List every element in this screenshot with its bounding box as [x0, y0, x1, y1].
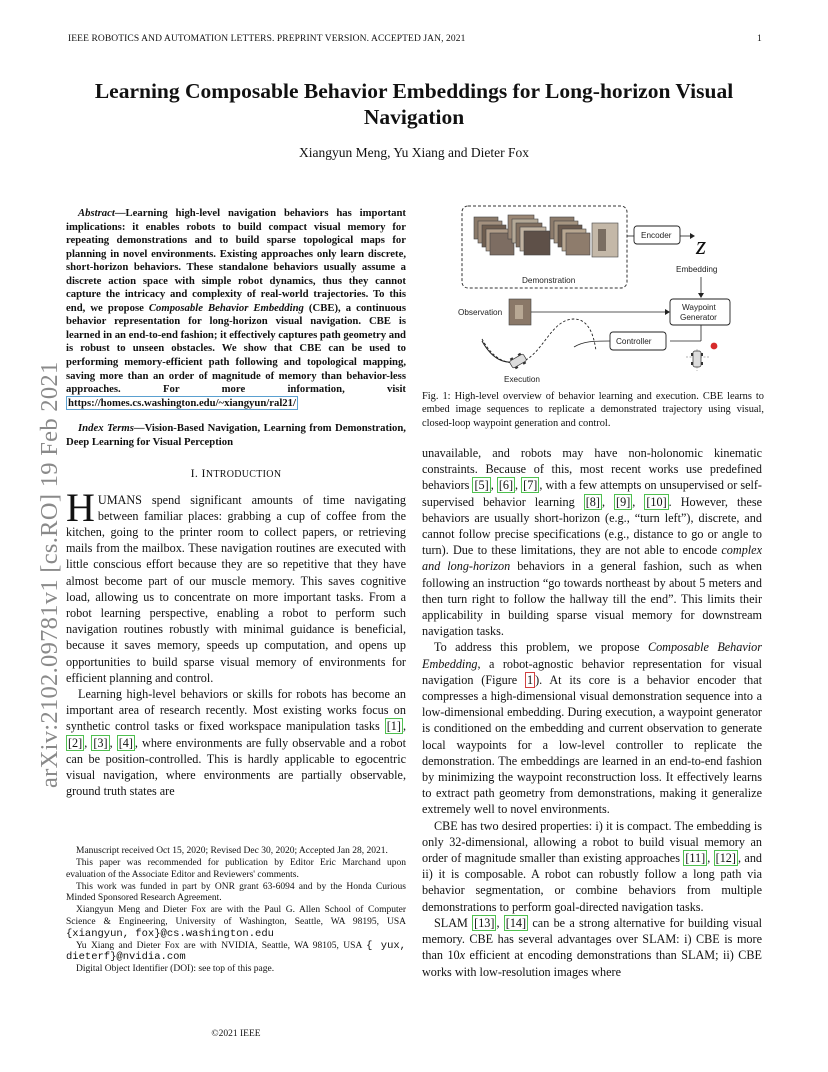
- intro-paragraph-2-text-b: , where environments are fully observable and a robot can be position-controlled. This is hardly applicable to egocentric visual navigation, where environments are partially observable, ground truth states are: [66, 735, 407, 799]
- right-paragraph-4-emphasis: x: [459, 948, 466, 963]
- page-number: 1: [757, 34, 762, 44]
- right-paragraph-3-text-a: CBE has two desired properties: i) it is compact. The embedding is only 32-dimensional, allowing a robot to build visual memory an order of magnitude smaller than existing approaches: [422, 818, 762, 866]
- section-heading-introduction: [66, 465, 406, 483]
- section-initial: I: [201, 466, 206, 481]
- footnote-manuscript: Manuscript received Oct 15, 2020; Revised Dec 30, 2020; Accepted Jan 28, 2021.: [76, 846, 388, 856]
- running-head: IEEE ROBOTICS AND AUTOMATION LETTERS. PREPRINT VERSION. ACCEPTED JAN, 2021: [68, 34, 466, 44]
- controller-label: Controller: [616, 337, 652, 346]
- intro-paragraph-1-text: UMANS spend significant amounts of time navigating between familiar places: grabbing a cup of coffee from the kitchen, going to the printer room to collect papers, or retrieving mails from the mailbox. These navigation routines are executed with little conscious effort because they are so repetitive that they have almost become part of our muscle memory. This saves cognitive load, allowing us to concentrate on more important tasks. From a robot learning perspective, enabling a robot to perform such navigation routines robustly with minimal guidance is beneficial, because it saves memory, speeds up computation, and opens up opportunities to build sparse visual memory of environments for efficient planning and control.: [66, 492, 406, 685]
- right-paragraph-1-text-a: unavailable, and robots may have non-holonomic kinematic constraints. Because of this, most recent works use predefined behaviors: [422, 446, 762, 493]
- right-paragraph-4-text-c: efficient at encoding demonstrations than SLAM; ii) CBE works with low-resolution images where: [422, 948, 762, 979]
- citation-link[interactable]: [11]: [685, 851, 706, 866]
- abstract-text-1: —Learning high-level navigation behaviors has important implications: it enables robots to build compact visual memory for repeating demonstrations and to build sparse topological maps for planning in novel environments. Existing approaches only learn discrete, short-horizon behaviors. These standalone behaviors usually assume a discrete action space with simple robot dynamics, thus they cannot capture the intricacy and complexity of real-world trajectories. To this end, we propose: [66, 207, 406, 314]
- robot-car-icon: [691, 351, 703, 367]
- figure-1-diagram: [424, 201, 762, 391]
- right-paragraph-2-text-a: To address this problem, we propose: [434, 640, 648, 655]
- waypoint-generator-label-1: Waypoint: [682, 303, 716, 312]
- right-paragraph-1-text-b: , with a few attempts on unsupervised or self-supervised behavior learning: [422, 478, 762, 509]
- citation-link[interactable]: [9]: [616, 494, 631, 509]
- email-nvidia: { yux, dieterf}@nvidia.com: [66, 939, 406, 964]
- abstract-emphasis: Composable Behavior Embedding: [148, 301, 304, 314]
- paper-title: Learning Composable Behavior Embeddings for Long-horizon Visual Navigation: [94, 79, 734, 129]
- section-numeral: I.: [190, 466, 202, 481]
- right-paragraph-2-text-c: ). At its core is a behavior encoder that compresses a high-dimensional visual demonstration sequence into a low-dimensional embedding. During execution, a waypoint generator is conditioned on the embedding and current observation to generate local waypoints for a low-level controller to replicate the demonstration. The embeddings are learned in an end-to-end fashion by minimizing the waypoint reconstruction loss. It effectively learns to extract path geometry from demonstrations, making it generalize extremely well to novel environments.: [422, 672, 762, 817]
- right-paragraph-4-text-b: can be a strong alternative for building visual memory. CBE has several advantages over SLAM: i) CBE is more than 10: [422, 915, 762, 963]
- right-paragraph-3: CBE has two desired properties: i) it is compact. The embedding is only 32-dimensional, allowing a robot to build visual memory an order of magnitude smaller than existing approaches [11] , [12] , and ii) it is composable. A robot can robustly follow a long path via behavior segmentation, or combine behaviors from multiple demonstrations to perform goal-directed navigation tasks.: [422, 818, 763, 914]
- intro-paragraph-2: Learning high-level behaviors or skills for robots has become an important area of research recently. Most existing works focus on synthetic control tasks or fixed workspace manipulation tasks [1] , [2] , [3] , [4] , where environments are fully observable and a robot can be position-controlled. This is hardly applicable to egocentric visual navigation, where environments are partially observable, ground truth states are: [66, 686, 407, 799]
- demonstration-image-stack: [474, 215, 618, 257]
- encoder-label: Encoder: [641, 231, 672, 240]
- left-column: [66, 207, 406, 799]
- citation-link[interactable]: [3]: [93, 735, 108, 750]
- citation-link[interactable]: [4]: [118, 735, 133, 750]
- citation-link[interactable]: [2]: [68, 735, 83, 750]
- right-paragraph-3-text-b: , and ii) it is composable. A robot can robustly follow a long path via behavior segmentation, or combine behaviors from multiple demonstrations to perform goal-directed navigation tasks.: [422, 851, 763, 914]
- footnote-funding: This work was funded in part by ONR grant 63-6094 and by the Honda Curious Minded Sponsored Research Agreement.: [66, 881, 406, 904]
- footnote-doi: Digital Object Identifier (DOI): see top of this page.: [76, 964, 275, 975]
- figure-1-caption: Fig. 1: High-level overview of behavior learning and execution. CBE learns to embed image sequences to replicate a demonstrated trajectory using visual, closed-loop waypoint generation and control.: [422, 391, 764, 429]
- citation-link[interactable]: [12]: [715, 851, 736, 866]
- email-uw: {xiangyun, fox}@cs.washington.edu: [66, 927, 274, 940]
- right-paragraph-1-text-c: . However, these behaviors are usually short-horizon (e.g., “turn left”), discrete, and cannot follow precise specifications (e.g., distance to go or angle to turn). Due to these limitations, they are not able to encode: [422, 494, 763, 558]
- footnote-affiliation-uw-text: Xiangyun Meng and Dieter Fox are with the Paul G. Allen School of Computer Science & Engineering, University of Washington, Seattle, WA 98195, USA: [66, 905, 406, 928]
- citation-link[interactable]: [1]: [386, 719, 401, 734]
- citation-link[interactable]: [13]: [474, 915, 495, 930]
- citation-link[interactable]: [8]: [585, 494, 600, 509]
- index-terms: [66, 422, 406, 449]
- waypoint-generator-label-2: Generator: [680, 313, 717, 322]
- index-terms-label: Index Terms: [78, 422, 134, 435]
- execution-label: Execution: [504, 375, 540, 384]
- citation-link[interactable]: [6]: [498, 478, 514, 493]
- right-paragraph-2-text-b: , a robot-agnostic behavior representation for visual navigation (Figure: [422, 656, 762, 687]
- right-column: [422, 445, 762, 980]
- citation-link[interactable]: [5]: [474, 478, 489, 493]
- right-paragraph-1-emphasis: complex and long-horizon: [422, 543, 762, 574]
- author-list: Xiangyun Meng, Yu Xiang and Dieter Fox: [298, 145, 530, 160]
- footnote-affiliation-uw: [66, 905, 406, 940]
- intro-paragraph-2-text-a: Learning high-level behaviors or skills for robots has become an important area of research recently. Most existing works focus on synthetic control tasks or fixed workspace manipulation tasks: [66, 686, 406, 734]
- intro-paragraph-1: [66, 484, 406, 686]
- right-paragraph-4: SLAM [13] , [14] can be a strong alternative for building visual memory. CBE has several advantages over SLAM: i) CBE is more than 10x efficient at encoding demonstrations than SLAM; ii) CBE works with low-resolution images where: [422, 915, 762, 979]
- citation-link[interactable]: [10]: [646, 494, 667, 509]
- footnote-affiliation-nvidia-text: Yu Xiang and Dieter Fox are with NVIDIA, Seattle, WA 98105, USA: [76, 940, 367, 951]
- arxiv-stamp: arXiv:2102.09781v1 [cs.RO] 19 Feb 2021: [36, 361, 63, 788]
- right-paragraph-1-text-d: behaviors in a general fashion, such as when following an instruction “go towards northeast by about 5 meters and then turn right to follow the hallway till the end”. This limits their applicability in building sparse visual memory for downstream navigation tasks.: [422, 559, 762, 639]
- waypoint-dot: [711, 343, 718, 350]
- abstract-label: Abstract: [78, 207, 115, 219]
- citation-link[interactable]: [14]: [505, 915, 527, 930]
- copyright-notice: ©2021 IEEE: [211, 1029, 261, 1039]
- right-paragraph-4-text-a: SLAM: [434, 915, 473, 930]
- embedding-symbol: z: [696, 231, 707, 260]
- abstract: [66, 207, 406, 410]
- figure-reference-link[interactable]: 1: [527, 672, 534, 687]
- section-rest: NTRODUCTION: [205, 469, 282, 481]
- footnotes: [66, 846, 406, 977]
- right-paragraph-1: unavailable, and robots may have non-holonomic kinematic constraints. Because of this, most recent works use predefined behaviors [5] , [6] , [7] , with a few attempts on unsupervised or self-supervised behavior learning [8] , [9] , [10] . However, these behaviors are usually short-horizon (e.g., “turn left”), discrete, and cannot follow precise specifications (e.g., distance to go or angle to turn). Due to these limitations, they are not able to encode complex and long-horizon behaviors in a general fashion, such as when following an instruction “go towards northeast by about 5 meters and then turn right to follow the hallway till the end”. This limits their applicability in building sparse visual memory for downstream navigation tasks.: [422, 446, 763, 639]
- abstract-text-2: (CBE), a continuous behavior representation for long-horizon visual navigation. CBE is learned in an end-to-end fashion; it effectively captures path geometry and is robust to unseen obstacles. We show that CBE can be used to performing memory-efficient path following and topological mapping, saving more than an order of magnitude of memory than behavior-less approaches. For more information, visit: [66, 301, 406, 396]
- right-paragraph-2-emphasis: Composable Behavior Embedding: [422, 640, 762, 671]
- observation-label: Observation: [458, 308, 503, 317]
- demonstration-label: Demonstration: [522, 276, 576, 285]
- footnote-editor: This paper was recommended for publication by Editor Eric Marchand upon evaluation of the Associate Editor and Reviewers' comments.: [66, 858, 406, 880]
- right-paragraph-2: [422, 639, 762, 817]
- robot-car-icon: [508, 352, 528, 370]
- footnote-affiliation-nvidia: [66, 941, 406, 964]
- citation-link[interactable]: [7]: [523, 478, 538, 493]
- project-url-link[interactable]: https://homes.cs.washington.edu/~xiangyun/ral21/: [68, 396, 296, 409]
- index-terms-text: —Vision-Based Navigation, Learning from Demonstration, Deep Learning for Visual Perception: [66, 422, 406, 448]
- drop-cap: H: [66, 484, 95, 530]
- embedding-label: Embedding: [676, 265, 718, 274]
